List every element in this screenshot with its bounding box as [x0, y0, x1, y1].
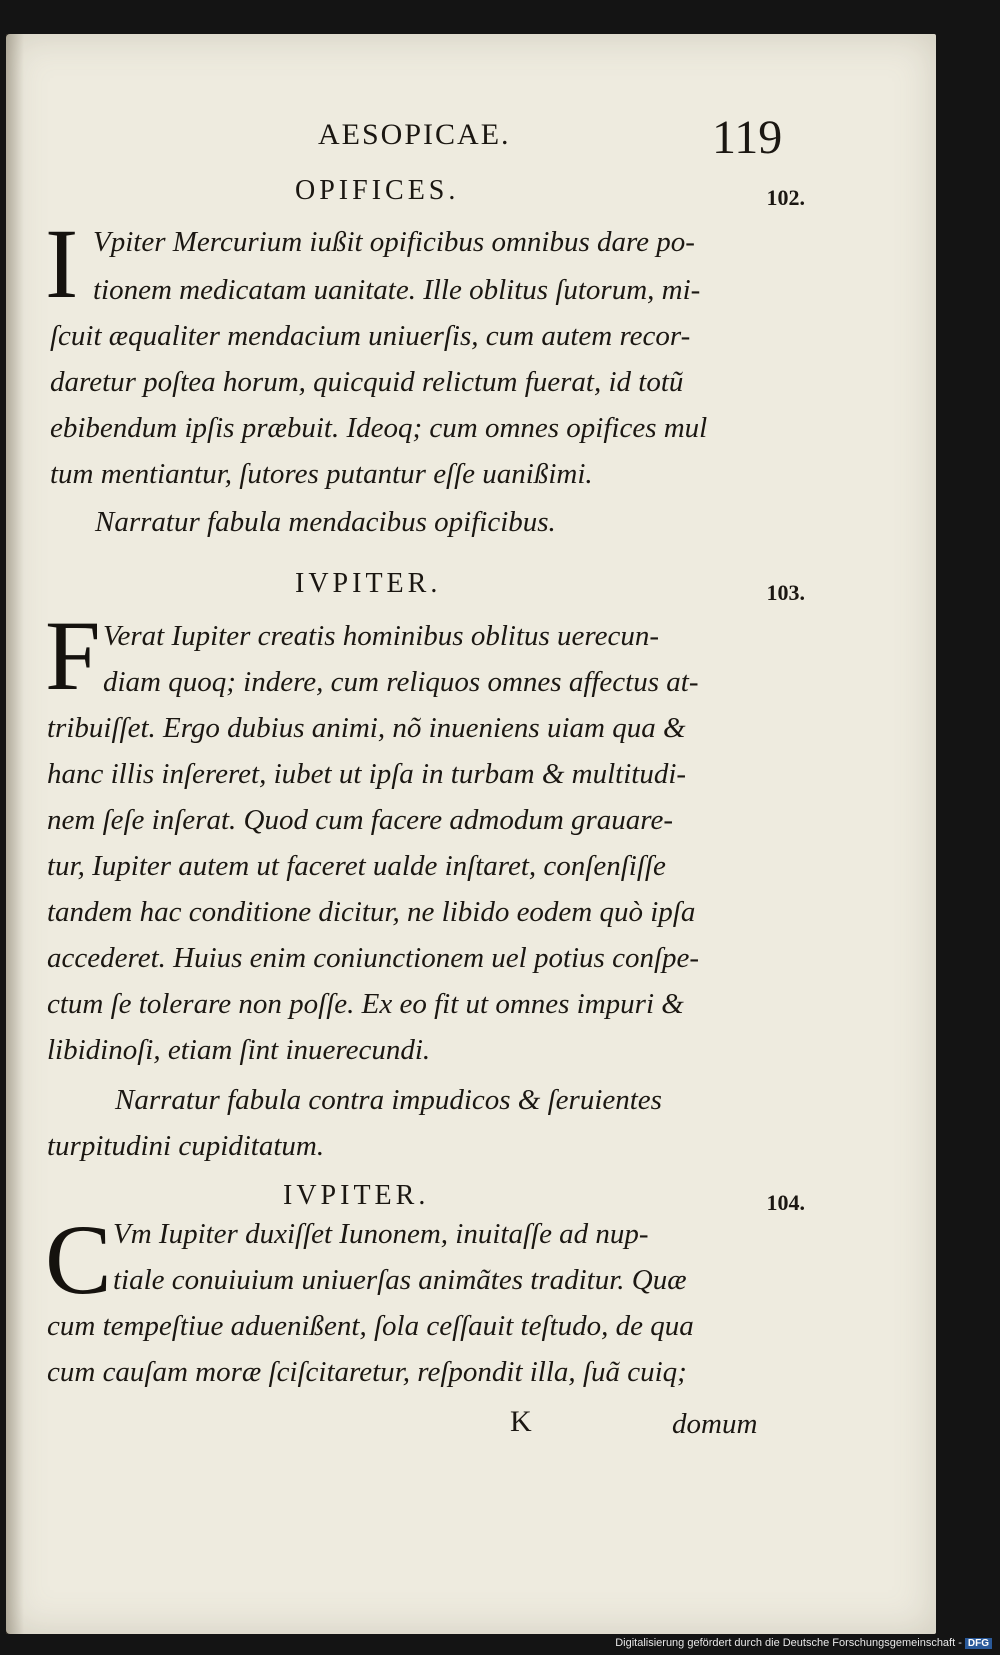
running-head: AESOPICAE. — [318, 118, 511, 151]
text-line: tionem medicatam uanitate. Ille oblitus ſutorum, mi- — [93, 274, 701, 306]
footer-credit — [615, 1637, 992, 1649]
text-line: cum tempeſtiue aduenißent, ſola ceſſauit teſtudo, de qua — [47, 1310, 694, 1342]
fable-title: OPIFICES. — [295, 175, 460, 206]
fable-moral: Narratur fabula mendacibus opificibus. — [95, 506, 556, 538]
text-line: Verat Iupiter creatis hominibus oblitus uerecun- — [103, 620, 660, 652]
catchword: domum — [672, 1408, 758, 1440]
fable-title: IVPITER. — [283, 1180, 430, 1211]
fable-number: 104. — [766, 1190, 805, 1215]
text-line: nem ſeſe inſerat. Quod cum facere admodum grauare- — [47, 804, 674, 836]
text-line: libidinoſi, etiam ſint inuerecundi. — [47, 1034, 431, 1066]
page-gutter-shadow — [6, 34, 24, 1634]
text-line: Vpiter Mercurium iußit opificibus omnibus dare po- — [93, 226, 695, 258]
fable-number: 103. — [766, 580, 805, 605]
fable-moral: turpitudini cupiditatum. — [47, 1130, 325, 1162]
drop-cap: F — [45, 600, 101, 711]
signature-mark: K — [510, 1405, 532, 1438]
text-line: diam quoq; indere, cum reliquos omnes affectus at- — [103, 666, 699, 698]
page-number: 119 — [712, 111, 783, 164]
fable-title: IVPITER. — [295, 568, 442, 599]
text-line: Vm Iupiter duxiſſet Iunonem, inuitaſſe ad nup- — [113, 1218, 649, 1250]
text-line: hanc illis inſereret, iubet ut ipſa in turbam & multitudi- — [47, 758, 687, 790]
text-line: accederet. Huius enim coniunctionem uel potius conſpe- — [47, 942, 700, 974]
dfg-logo: DFG — [965, 1638, 992, 1649]
fable-number: 102. — [766, 185, 805, 210]
text-line: daretur poſtea horum, quicquid relictum fuerat, id totũ — [50, 366, 684, 398]
text-line: ctum ſe tolerare non poſſe. Ex eo fit ut omnes impuri & — [47, 988, 684, 1020]
text-line: ſcuit æqualiter mendacium uniuerſis, cum autem recor- — [50, 320, 691, 352]
drop-cap: I — [45, 208, 79, 319]
text-line: ebibendum ipſis præbuit. Ideoq; cum omnes opifices mul — [50, 412, 708, 444]
text-line: tur, Iupiter autem ut faceret ualde inſtaret, conſenſiſſe — [47, 850, 666, 882]
drop-cap: C — [45, 1204, 112, 1315]
text-line: tiale conuiuium uniuerſas animãtes traditur. Quæ — [113, 1264, 687, 1296]
text-line: tandem hac conditione dicitur, ne libido eodem quò ipſa — [47, 896, 696, 928]
text-line: tribuiſſet. Ergo dubius animi, nõ inueniens uiam qua & — [47, 712, 686, 744]
text-line: cum cauſam moræ ſciſcitaretur, reſpondit illa, ſuã cuiq; — [47, 1356, 687, 1388]
text-line: tum mentiantur, ſutores putantur eſſe uanißimi. — [50, 458, 593, 490]
footer-text: Digitalisierung gefördert durch die Deutsche Forschungsgemeinschaft - — [615, 1637, 962, 1649]
fable-moral: Narratur fabula contra impudicos & ſeruientes — [115, 1084, 662, 1116]
